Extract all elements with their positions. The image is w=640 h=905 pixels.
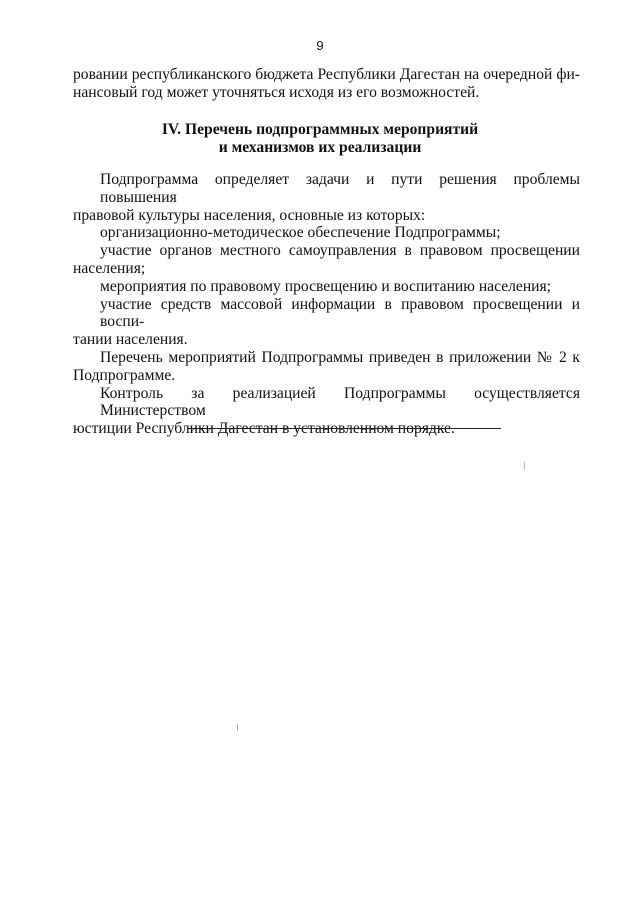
text-line: населения; bbox=[73, 259, 146, 277]
text-line: нансовый год может уточняться исходя из его возможностей. bbox=[73, 83, 480, 101]
text-line: ровании республиканского бюджета Республики Дагестан на очередной фи- bbox=[73, 66, 580, 83]
text-line: правовой культуры населения, основные из которых: bbox=[73, 206, 426, 224]
text-line: Контроль за реализацией Подпрограммы осуществляется Министерством bbox=[100, 384, 580, 420]
text-line: тании населения. bbox=[73, 331, 188, 349]
closing-rule bbox=[188, 428, 501, 429]
section-heading-line-1: IV. Перечень подпрограммных мероприятий bbox=[161, 121, 479, 138]
text-line: участие средств массовой информации в правовом просвещении и воспи- bbox=[100, 295, 580, 331]
section-heading-line-2: и механизмов их реализации bbox=[218, 139, 422, 156]
text-line: мероприятия по правовому просвещению и воспитанию населения; bbox=[100, 277, 552, 295]
intro-paragraph bbox=[73, 66, 580, 102]
text-line: организационно-методическое обеспечение Подпрограммы; bbox=[100, 224, 501, 242]
page-number: 9 bbox=[316, 38, 324, 53]
text-line: Подпрограмма определяет задачи и пути решения проблемы повышения bbox=[100, 171, 580, 206]
scan-artifact bbox=[237, 724, 238, 731]
section-body bbox=[73, 171, 580, 438]
scan-artifact bbox=[524, 462, 525, 470]
text-line: участие органов местного самоуправления в правовом просвещении bbox=[100, 242, 580, 260]
text-line: Перечень мероприятий Подпрограммы приведен в приложении № 2 к bbox=[100, 348, 580, 366]
section-heading bbox=[0, 121, 640, 157]
text-line: юстиции Республики Дагестан в установленном порядке. bbox=[73, 420, 455, 438]
text-line: Подпрограмме. bbox=[73, 366, 176, 384]
